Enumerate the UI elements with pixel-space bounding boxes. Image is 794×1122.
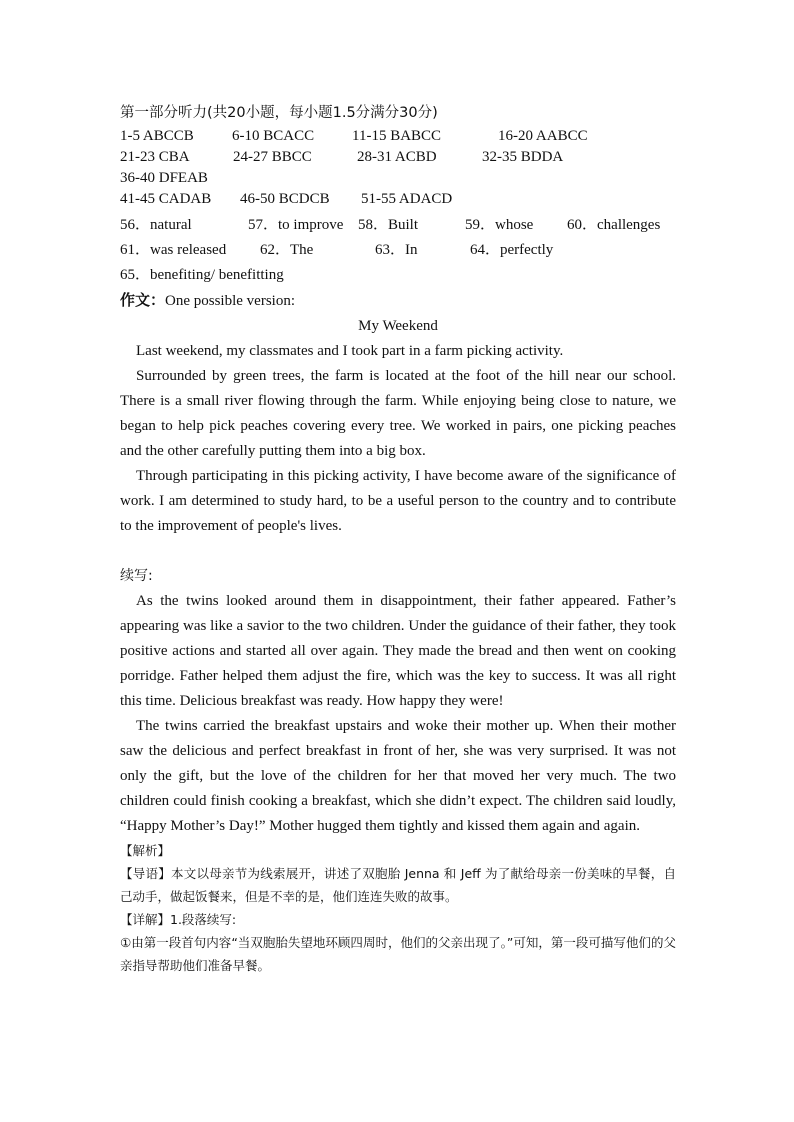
composition-label	[120, 288, 676, 314]
analysis-guide: 【导语】本文以母亲节为线索展开，讲述了双胞胎 Jenna 和 Jeff 为了献给母亲一份美味的早餐，自己动手，做起饭餐来，但是不幸的是，他们连连失败的故事。	[120, 866, 676, 904]
composition-paragraph: Last weekend, my classmates and I took part in a farm picking activity.	[136, 343, 564, 359]
answer-group: 28-31 ACBD	[357, 149, 437, 165]
continuation-paragraph: The twins carried the breakfast upstairs and woke their mother up. When their mother saw the delicious and perfect breakfast in front of her, she was very surprised. It was not only the gift, but the love of the children for her that moved her very much. The two children could finish cooking a breakfast, which she didn’t expect. The children said loudly, “Happy Mother’s Day!” Mother hugged them tightly and kissed them again and again.	[120, 718, 676, 834]
answer-group: 1-5 ABCCB	[120, 128, 194, 144]
answer-group: 32-35 BDDA	[482, 149, 564, 165]
fill-row	[120, 263, 676, 288]
fill-row	[120, 238, 676, 263]
fill-answer: 56．natural	[120, 217, 192, 233]
answer-group: 16-20 AABCC	[498, 128, 588, 144]
composition-label-en: One possible version:	[165, 293, 295, 309]
analysis-point: ①由第一段首句内容“当双胞胎失望地环顾四周时，他们的父亲出现了。”可知，第一段可描写他们的父亲指导帮助他们准备早餐。	[120, 935, 676, 973]
fill-answer: 62．The	[260, 242, 314, 258]
fill-answer: 65．benefiting/ benefitting	[120, 267, 284, 283]
continuation-paragraph: As the twins looked around them in disappointment, their father appeared. Father’s appearing was like a savior to the two children. Under the guidance of their father, they took positive actions and started all over again. They made the bread and then went on cooking porridge. Father helped them adjust the fire, which was the key to success. It was all right this time. Delicious breakfast was ready. How happy they were!	[120, 593, 676, 709]
fill-answer: 64．perfectly	[470, 242, 554, 258]
answer-group: 11-15 BABCC	[352, 128, 442, 144]
answer-group: 51-55 ADACD	[361, 191, 453, 207]
answer-page	[120, 100, 676, 977]
listening-header: 第一部分听力(共20小题，每小题1.5分满分30分)	[120, 105, 438, 121]
fill-answer: 61．was released	[120, 242, 227, 258]
composition-label-cn: 作文：	[120, 291, 166, 309]
answer-group: 6-10 BCACC	[232, 128, 315, 144]
fill-answer: 58．Built	[358, 217, 419, 233]
answer-row	[120, 126, 676, 147]
answer-group: 46-50 BCDCB	[240, 191, 330, 207]
composition-paragraph: Surrounded by green trees, the farm is located at the foot of the hill near our school. There is a small river flowing through the farm. While enjoying being close to nature, we began to help pick peaches covering every tree. We worked in pairs, one picking peaches and the other carefully putting them into a big box.	[120, 368, 676, 459]
fill-answer: 57．to improve	[248, 217, 344, 233]
answer-group: 21-23 CBA	[120, 149, 190, 165]
answer-row	[120, 168, 676, 189]
answer-group: 24-27 BBCC	[233, 149, 312, 165]
answer-group: 36-40 DFEAB	[120, 170, 208, 186]
analysis-heading: 【解析】	[120, 843, 171, 858]
fill-row	[120, 213, 676, 238]
answer-row	[120, 147, 676, 168]
continuation-label: 续写:	[120, 568, 153, 584]
composition-title: My Weekend	[358, 318, 438, 334]
composition-paragraph: Through participating in this picking activity, I have become aware of the significance of work. I am determined to study hard, to be a useful person to the country and to contribute to the improvement of people's lives.	[120, 468, 676, 534]
fill-answer: 63．In	[375, 242, 418, 258]
fill-answer: 60．challenges	[567, 217, 661, 233]
answer-group: 41-45 CADAB	[120, 191, 212, 207]
fill-answer: 59．whose	[465, 217, 534, 233]
answer-row	[120, 189, 676, 210]
analysis-detail: 【详解】1.段落续写:	[120, 912, 237, 927]
